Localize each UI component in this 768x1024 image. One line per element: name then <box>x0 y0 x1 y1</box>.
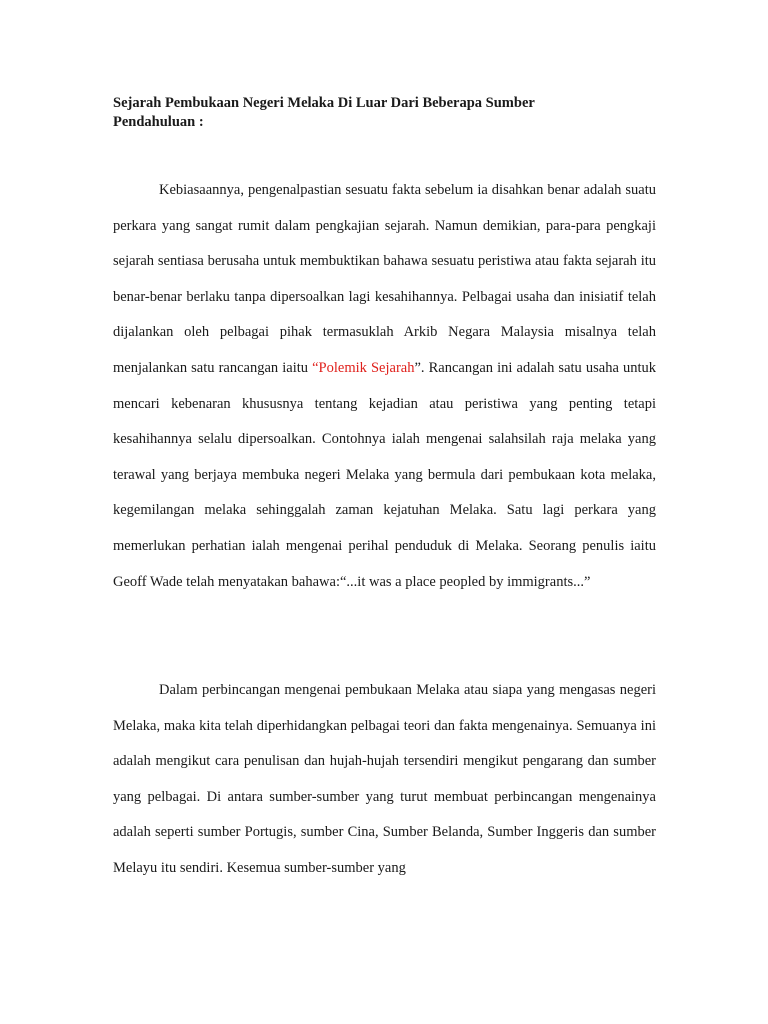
highlighted-program-name: “Polemik Sejarah <box>312 359 415 376</box>
paragraph-text: Kebiasaannya, pengenalpastian sesuatu fakta sebelum ia disahkan benar adalah suatu perkara yang sangat rumit dalam pengkajian sejarah. Namun demikian, para-para pengkaji sejarah sentiasa berusaha untuk membuktikan bahawa sesuatu peristiwa atau fakta sejarah itu benar-benar berlaku tanpa dipersoalkan lagi kesahihannya. Pelbagai usaha dan inisiatif telah dijalankan oleh pelbagai pihak termasuklah Arkib Negara Malaysia misalnya telah menjalankan satu rancangan iaitu <box>113 182 656 376</box>
document-title: Sejarah Pembukaan Negeri Melaka Di Luar Dari Beberapa Sumber <box>113 95 535 111</box>
paragraph-discussion: Dalam perbincangan mengenai pembukaan Melaka atau siapa yang mengasas negeri Melaka, maka kita telah diperhidangkan pelbagai teori dan fakta mengenainya. Semuanya ini adalah mengikut cara penulisan dan hujah-hujah tersendiri mengikut pengarang dan sumber yang pelbagai. Di antara sumber-sumber yang turut membuat perbincangan mengenainya adalah seperti sumber Portugis, sumber Cina, Sumber Belanda, Sumber Inggeris dan sumber Melayu itu sendiri. Kesemua sumber-sumber yang <box>113 682 656 876</box>
document-heading <box>113 94 673 132</box>
section-heading: Pendahuluan : <box>113 114 204 130</box>
paragraph-introduction <box>113 173 656 600</box>
paragraph-text: ”. Rancangan ini adalah satu usaha untuk mencari kebenaran khususnya tentang kejadian atau peristiwa yang penting tetapi kesahihannya selalu dipersoalkan. Contohnya ialah mengenai salahsilah raja melaka yang terawal yang berjaya membuka negeri Melaka yang bermula dari pembukaan kota melaka, kegemilangan melaka sehinggalah zaman kejatuhan Melaka. Satu lagi perkara yang memerlukan perhatian ialah mengenai perihal penduduk di Melaka. Seorang penulis iaitu Geoff Wade telah menyatakan bahawa:“...it was a place peopled by immigrants...” <box>113 359 656 590</box>
